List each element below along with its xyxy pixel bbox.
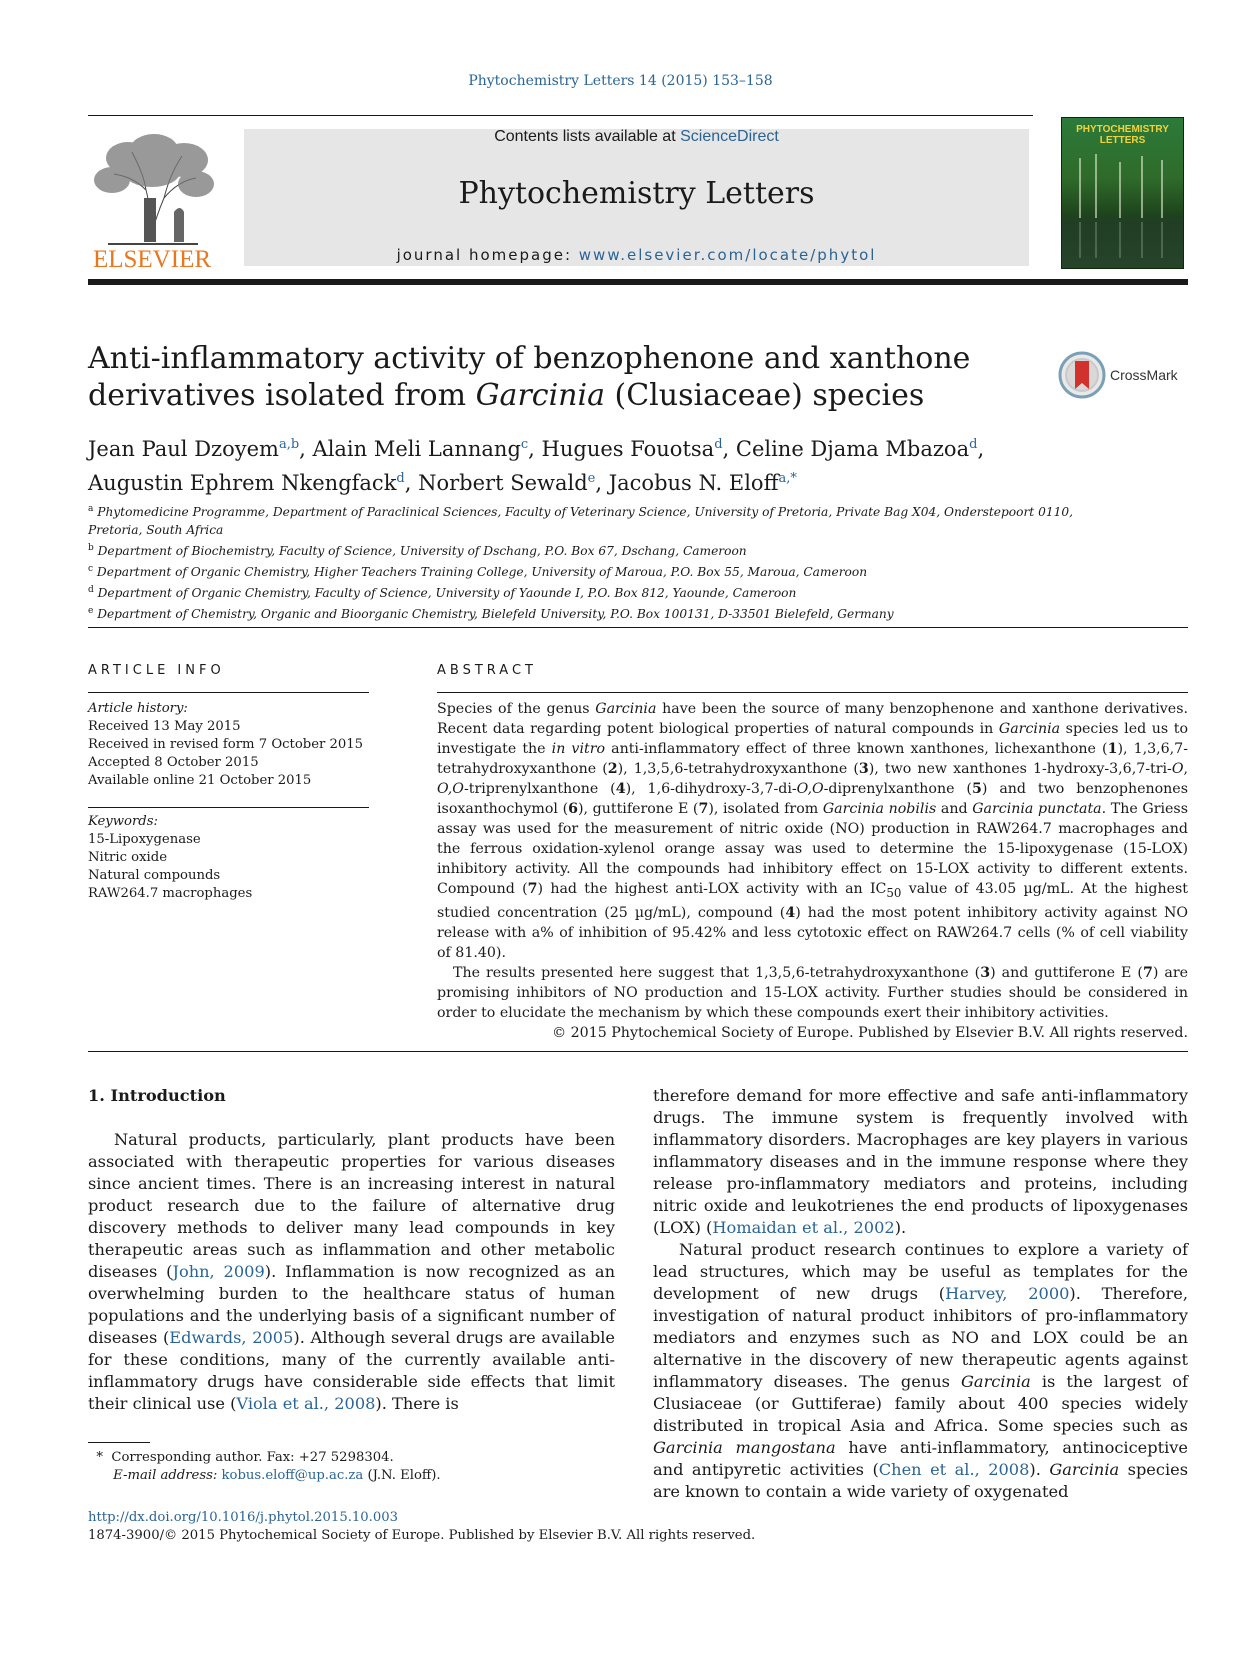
affiliation: $^c$ Department of Organic Chemistry, Higher Teachers Training College, University of Maroua, P.O. Box 55, Maroua, Cameroon (88, 564, 868, 580)
history-item: Available online 21 October 2015 (88, 773, 312, 788)
issn-copyright-line: 1874-3900/© 2015 Phytochemical Society of Europe. Published by Elsevier B.V. All rights reserved. (88, 1528, 756, 1543)
citation-link[interactable]: Chen et al., 2008 (878, 1460, 1030, 1479)
header-top-rule (88, 115, 1033, 116)
cover-title: PHYTOCHEMISTRY LETTERS (1076, 124, 1169, 146)
affiliation: $^b$ Department of Biochemistry, Faculty of Science, University of Dschang, P.O. Box 67, Dschang, Cameroon (88, 543, 747, 559)
body-paragraph: Natural product research continues to explore a variety of lead structures, which may be useful as templates for the development of new drugs (Harvey, 2000). Therefore, investigation of natural product inhibitors of pro-inflammatory mediators and enzymes such as NO and LOX could be an alternative in the discovery of new therapeutic agents against inflammatory diseases. The genus Garcinia is the largest of Clusiaceae (or Guttiferae) family about 400 species widely distributed in tropical Asia and Africa. Some species such as Garcinia mangostana have anti-inflammatory, antinociceptive and antipyretic activities (Chen et al., 2008). Garcinia species are known to contain a wide variety of oxygenated (653, 1240, 1189, 1501)
journal-homepage-link[interactable]: www.elsevier.com/locate/phytol (578, 246, 877, 264)
article-info-rule (88, 807, 369, 808)
abstract-body (437, 699, 1188, 1043)
corresponding-author-footnote: * Corresponding author. Fax: +27 5298304. E-mail address: kobus.eloff@up.ac.za (J.N. Eloff). (96, 1450, 441, 1483)
journal-name: Phytochemistry Letters (458, 176, 815, 211)
contents-prefix: Contents lists available at (494, 128, 676, 145)
author[interactable]: Hugues Fouotsa$^d$ (541, 437, 723, 461)
article-info-heading: ARTICLE INFO (88, 663, 225, 678)
author[interactable]: Alain Meli Lannang$^c$ (312, 437, 529, 461)
footnote-rule (88, 1442, 150, 1443)
history-item: Received in revised form 7 October 2015 (88, 737, 364, 752)
author[interactable]: Jean Paul Dzoyem$^{a,b}$ (88, 437, 300, 461)
body-paragraph: Natural products, particularly, plant products have been associated with therapeutic properties for various diseases since ancient times. There is an increasing interest in natural product research due to the failure of alternative drug discovery methods to deliver many lead compounds in key therapeutic areas such as inflammation and other metabolic diseases (John, 2009). Inflammation is now recognized as an overwhelming burden to the healthcare status of human populations and the underlying basis of a significant number of diseases (Edwards, 2005). Although several drugs are available for these conditions, many of the currently available anti-inflammatory drugs have considerable side effects that limit their clinical use (Viola et al., 2008). There is (88, 1130, 615, 1413)
doi-link[interactable]: http://dx.doi.org/10.1016/j.phytol.2015.10.003 (88, 1510, 399, 1525)
crossmark-badge[interactable] (1058, 351, 1188, 399)
keywords (88, 813, 369, 903)
keyword: RAW264.7 macrophages (88, 886, 253, 901)
abstract-paragraph: The results presented here suggest that 1,3,5,6-tetrahydroxyxanthone (3) and guttiferone E (7) are promising inhibitors of NO production and 15-LOX activity. Further studies should be considered in order to elucidate the mechanism by which these compounds exert their inhibitory activities. (437, 964, 1188, 1021)
keyword: Nitric oxide (88, 850, 167, 865)
journal-homepage-line (244, 246, 1029, 264)
author[interactable]: Celine Djama Mbazoa$^d$ (735, 437, 978, 461)
article-history (88, 700, 369, 790)
title-genus: Garcinia (475, 378, 605, 413)
contents-available-line (244, 128, 1029, 146)
email-link[interactable]: kobus.eloff@up.ac.za (221, 1468, 364, 1483)
journal-reference[interactable]: Phytochemistry Letters 14 (2015) 153–158 (468, 73, 773, 89)
section-rule (88, 1051, 1188, 1052)
keywords-label: Keywords: (88, 814, 158, 829)
history-label: Article history: (88, 701, 188, 716)
body-column-left (88, 1085, 615, 1415)
keyword: Natural compounds (88, 868, 221, 883)
abstract-paragraph: Species of the genus Garcinia have been the source of many benzophenone and xanthone derivatives. Recent data regarding potent biological properties of natural compounds in Garcinia species led us to investigate the in vitro anti-inflammatory effect of three known xanthones, lichexanthone (1), 1,3,6,7-tetrahydroxyxanthone (2), 1,3,5,6-tetrahydroxyxanthone (3), two new xanthones 1-hydroxy-3,6,7-tri-O, O,O-triprenylxanthone (4), 1,6-dihydroxy-3,7-di-O,O-diprenylxanthone (5) and two benzophenones isoxanthochymol (6), guttiferone E (7), isolated from Garcinia nobilis and Garcinia punctata. The Griess assay was used for the measurement of nitric oxide (NO) production in RAW264.7 macrophages and the ferrous oxidation-xylenol orange assay was used to determine the 15-lipoxygenase (15-LOX) inhibitory activity. All the compounds had inhibitory effect on 15-LOX activity to different extents. Compound (7) had the highest anti-LOX activity with an $IC_{50}$ value of 43.05 µg/mL. At the highest studied concentration (25 µg/mL), compound (4) had the most potent inhibitory activity against NO release with a% of inhibition of 95.42% and less cytotoxic effect on RAW264.7 cells (% of cell viability of 81.40). (437, 701, 1189, 961)
title-part-2: (Clusiaceae) species (604, 378, 925, 413)
history-item: Received 13 May 2015 (88, 719, 241, 734)
affiliation: $^a$ Phytomedicine Programme, Department of Paraclinical Sciences, Faculty of Veterinary Science, University of Pretoria, Private Bag X04, Onderstepoort 0110, Pretoria, South Africa (88, 504, 1073, 538)
abstract-copyright: © 2015 Phytochemical Society of Europe. Published by Elsevier B.V. All rights reserved. (551, 1024, 1188, 1041)
citation-link[interactable]: Viola et al., 2008 (236, 1394, 376, 1413)
homepage-prefix: journal homepage: (396, 246, 572, 264)
sciencedirect-link[interactable]: ScienceDirect (680, 128, 779, 145)
history-item: Accepted 8 October 2015 (88, 755, 259, 770)
crossmark-label: CrossMark (1110, 367, 1178, 383)
abstract-heading: ABSTRACT (437, 663, 537, 678)
author-list: Jean Paul Dzoyem$^{a,b}$, Alain Meli Lannang$^c$, Hugues Fouotsa$^d$, Celine Djama Mbazoa$^d$, Augustin Ephrem Nkengfack$^d$, Norbert Sewald$^e$, Jacobus N. Eloff$^{a,*}$ (88, 437, 985, 495)
abstract-rule (437, 692, 1188, 693)
keyword: 15-Lipoxygenase (88, 832, 201, 847)
citation-link[interactable]: Homaidan et al., 2002 (712, 1218, 895, 1237)
article-info-rule (88, 692, 369, 693)
elsevier-wordmark: ELSEVIER (92, 246, 212, 273)
author-corresponding[interactable]: Jacobus N. Eloff$^{a,*}$ (608, 471, 797, 495)
body-paragraph: therefore demand for more effective and safe anti-inflammatory drugs. The immune system is frequently involved with inflammatory disorders. Macrophages are key players in various inflammatory diseases and in the immune response where they release pro-inflammatory mediators and proteins, including nitric oxide and leukotrienes the end products of lipoxygenases (LOX) (Homaidan et al., 2002). (653, 1086, 1188, 1237)
journal-cover-thumbnail[interactable] (1061, 117, 1184, 269)
article-title (88, 340, 1048, 414)
citation-link[interactable]: John, 2009 (172, 1262, 265, 1281)
body-column-right (653, 1085, 1188, 1503)
section-rule (88, 627, 1188, 628)
header-thick-rule (88, 279, 1188, 285)
affiliation: $^e$ Department of Chemistry, Organic and Bioorganic Chemistry, Bielefeld University, P.O. Box 100131, D-33501 Bielefeld, Germany (88, 606, 894, 622)
author[interactable]: Augustin Ephrem Nkengfack$^d$ (88, 471, 405, 495)
title-part-1: Anti-inflammatory activity of benzophenone and xanthone derivatives isolated from (88, 341, 971, 413)
citation-link[interactable]: Harvey, 2000 (945, 1284, 1070, 1303)
crossmark-icon (1058, 351, 1106, 399)
section-heading: 1. Introduction (88, 1086, 226, 1105)
cover-landscape-image (1062, 118, 1183, 268)
affiliation: $^d$ Department of Organic Chemistry, Faculty of Science, University of Yaounde I, P.O. Box 812, Yaounde, Cameroon (88, 585, 797, 601)
author[interactable]: Norbert Sewald$^e$ (418, 471, 596, 495)
citation-link[interactable]: Edwards, 2005 (169, 1328, 294, 1347)
affiliations (88, 500, 1088, 623)
